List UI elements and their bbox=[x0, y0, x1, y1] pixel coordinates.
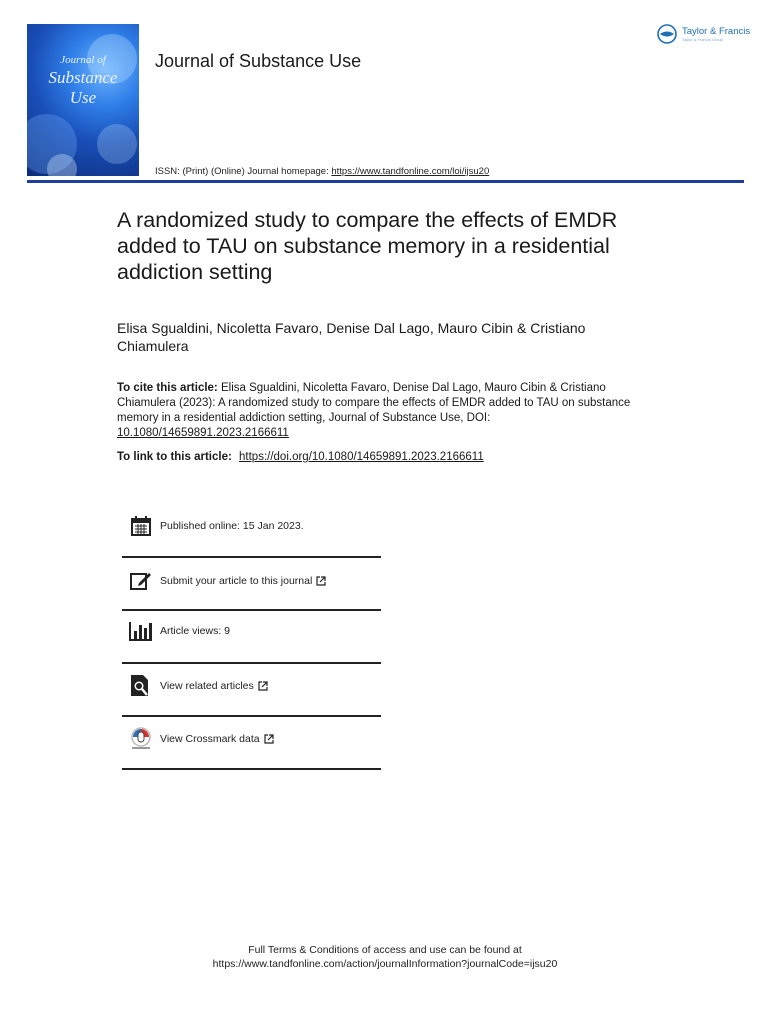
crossmark-label: View Crossmark data bbox=[160, 733, 260, 745]
publisher-logo-icon bbox=[656, 24, 678, 44]
footer bbox=[0, 943, 770, 971]
cover-line-1: Journal of bbox=[60, 54, 106, 66]
related-articles-label: View related articles bbox=[160, 680, 254, 692]
published-label: Published online: 15 Jan 2023. bbox=[160, 520, 304, 532]
issn-line bbox=[155, 166, 489, 177]
meta-divider bbox=[122, 768, 381, 770]
crossmark-icon bbox=[128, 726, 154, 752]
citation-doi-link[interactable]: 10.1080/14659891.2023.2166611 bbox=[117, 427, 289, 439]
article-link-label: To link to this article: bbox=[117, 451, 232, 463]
citation-label: To cite this article: bbox=[117, 382, 218, 394]
cover-line-3: Use bbox=[69, 88, 97, 107]
submit-article-label: Submit your article to this journal bbox=[160, 575, 313, 587]
edit-icon bbox=[128, 568, 154, 594]
journal-homepage-link[interactable]: https://www.tandfonline.com/loi/ijsu20 bbox=[331, 166, 490, 177]
publisher-logo-sub: Taylor & Francis Group bbox=[682, 36, 723, 42]
article-doi-link[interactable]: https://doi.org/10.1080/14659891.2023.2166611 bbox=[239, 451, 484, 463]
related-articles-link[interactable] bbox=[122, 661, 381, 711]
external-link-icon bbox=[258, 681, 268, 691]
bar-chart-icon bbox=[128, 618, 154, 644]
journal-cover bbox=[27, 24, 139, 176]
citation-text: Elisa Sgualdini, Nicoletta Favaro, Denise Dal Lago, Mauro Cibin & Cristiano Chiamulera (2023): A randomized study to compare the effects of EMDR added to TAU on substance memory in a residential addiction setting, Journal of Substance Use, DOI: bbox=[117, 382, 631, 424]
journal-title: Journal of Substance Use bbox=[155, 51, 362, 71]
calendar-icon bbox=[128, 513, 154, 539]
cover-line-2: Substance bbox=[48, 68, 118, 87]
submit-article-link[interactable] bbox=[122, 556, 381, 606]
issn-prefix: ISSN: (Print) (Online) Journal homepage: bbox=[155, 166, 329, 177]
external-link-icon bbox=[316, 576, 326, 586]
publisher-logo-name: Taylor & Francis bbox=[682, 25, 751, 37]
header-rule bbox=[27, 180, 744, 183]
crossmark-link[interactable] bbox=[122, 714, 381, 764]
publisher-logo[interactable] bbox=[656, 24, 750, 44]
search-doc-icon bbox=[128, 673, 154, 699]
footer-line-1: Full Terms & Conditions of access and use can be found at bbox=[248, 944, 522, 956]
published-row bbox=[122, 501, 381, 551]
external-link-icon bbox=[264, 734, 274, 744]
article-title: A randomized study to compare the effects of EMDR added to TAU on substance memory in a residential addiction setting bbox=[117, 208, 618, 284]
article-link-row bbox=[117, 451, 484, 463]
article-views-label: Article views: 9 bbox=[160, 625, 231, 637]
footer-terms-link[interactable]: https://www.tandfonline.com/action/journalInformation?journalCode=ijsu20 bbox=[212, 958, 558, 970]
citation-block bbox=[117, 381, 637, 441]
article-views-row bbox=[122, 606, 381, 656]
article-authors: Elisa Sgualdini, Nicoletta Favaro, Denise Dal Lago, Mauro Cibin & Cristiano Chiamulera bbox=[117, 320, 586, 354]
